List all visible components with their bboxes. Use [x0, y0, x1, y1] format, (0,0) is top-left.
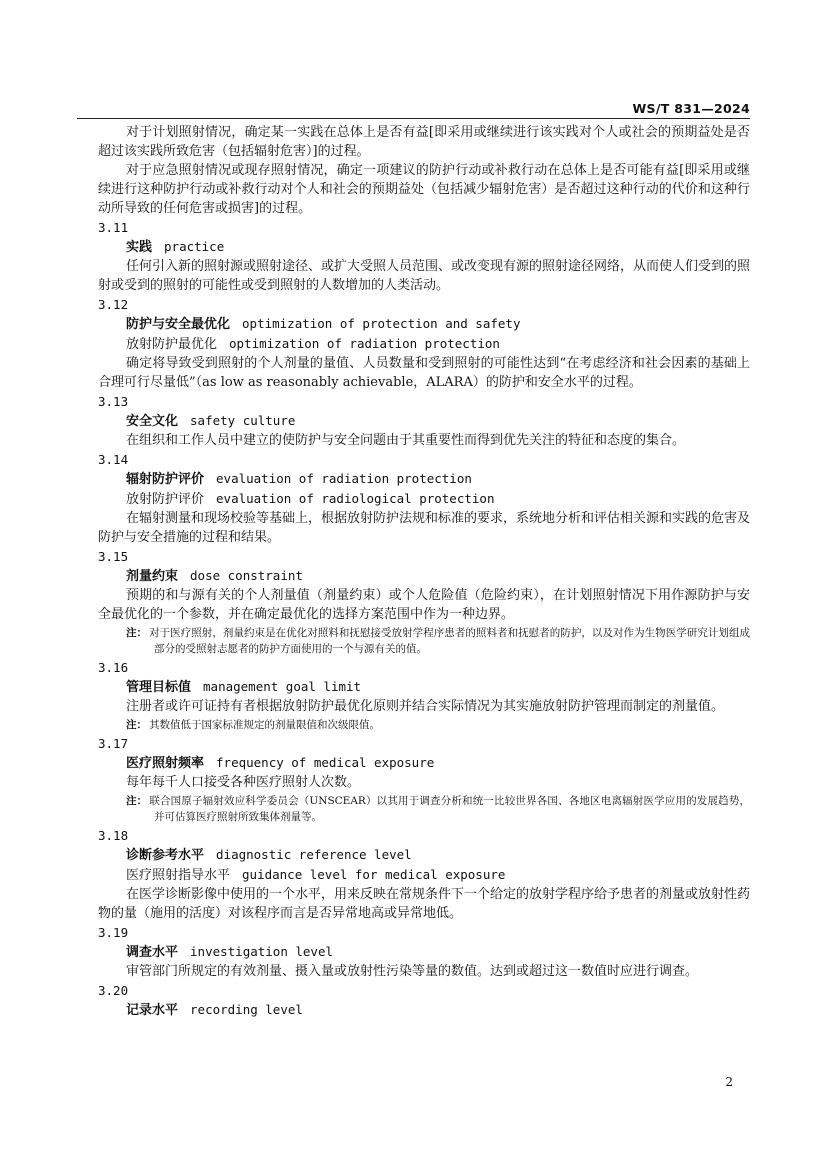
clause-number: 3.11	[98, 220, 129, 235]
paragraph: 确定将导致受到照射的个人剂量的量值、人员数量和受到照射的可能性达到“在考虑经济和社会因素的基础上合理可行尽量低”（as low as reasonably achievable，ALARA）的防护和安全水平的过程。	[98, 356, 750, 390]
term-english: dose constraint	[190, 568, 303, 583]
paragraph: 预期的和与源有关的个人剂量值（剂量约束）或个人危险值（危险约束），在计划照射情况下用作源防护与安全最优化的一个参数，并在确定最优化的选择方案范围中作为一种边界。	[98, 588, 750, 622]
term-english: safety culture	[190, 413, 296, 428]
note-text: 对于医疗照射，剂量约束是在优化对照料和抚慰接受放射学程序患者的照料者和抚慰者的防护，以及对作为生物医学研究计划组成部分的受照射志愿者的防护方面使用的一个与源有关的值。	[149, 627, 751, 655]
note	[98, 625, 750, 657]
clause-number: 3.20	[98, 983, 129, 998]
paragraph: 任何引入新的照射源或照射途径、或扩大受照人员范围、或改变现有源的照射途径网络，从而使人们受到的照射或受到的照射的可能性或受到照射的人数增加的人类活动。	[98, 259, 751, 293]
clause-number: 3.13	[98, 394, 129, 409]
term-heading	[98, 1000, 750, 1020]
paragraph: 审管部门所规定的有效剂量、摄入量或放射性污染等量的数值。达到或超过这一数值时应进行调查。	[126, 964, 699, 979]
note	[98, 717, 750, 733]
standard-code: WS/T 831—2024	[632, 101, 750, 116]
clause-number: 3.18	[98, 828, 129, 843]
note-label: 注：	[126, 627, 148, 639]
paragraph: 每年每千人口接受各种医疗照射人次数。	[126, 775, 361, 790]
paragraph: 对于应急照射情况或现存照射情况，确定一项建议的防护行动或补救行动在总体上是否可能有益[即采用或继续进行这种防护行动或补救行动对个人和社会的预期益处（包括减少辐射危害）是否超过这种行动的代价和这种行动所导致的任何危害或损害]的过程。	[98, 163, 750, 216]
alternative-term	[98, 865, 750, 885]
alt-term-english: evaluation of radiological protection	[216, 491, 495, 506]
term-chinese: 防护与安全最优化	[126, 317, 231, 332]
term-heading	[98, 411, 750, 431]
term-chinese: 记录水平	[126, 1003, 179, 1018]
term-english: practice	[164, 239, 225, 254]
term-english: evaluation of radiation protection	[216, 471, 472, 486]
term-english: frequency of medical exposure	[216, 755, 435, 770]
term-chinese: 诊断参考水平	[126, 848, 205, 863]
term-chinese: 安全文化	[126, 414, 179, 429]
paragraph: 在组织和工作人员中建立的使防护与安全问题由于其重要性而得到优先关注的特征和态度的集合。	[126, 433, 686, 448]
term-english: investigation level	[190, 944, 334, 959]
term-heading	[98, 314, 750, 334]
term-english: optimization of protection and safety	[242, 316, 521, 331]
header-divider	[77, 118, 750, 119]
alt-term-chinese: 医疗照射指导水平	[126, 868, 231, 883]
clause-number: 3.14	[98, 452, 129, 467]
term-chinese: 剂量约束	[126, 569, 179, 584]
note-text: 联合国原子辐射效应科学委员会（UNSCEAR）以其用于调查分析和统一比较世界各国、各地区电离辐射医学应用的发展趋势，并可估算医疗照射所致集体剂量等。	[149, 795, 750, 823]
term-english: diagnostic reference level	[216, 847, 412, 862]
clause-number: 3.19	[98, 925, 129, 940]
paragraph: 对于计划照射情况，确定某一实践在总体上是否有益[即采用或继续进行该实践对个人或社会的预期益处是否超过该实践所致危害（包括辐射危害）]的过程。	[98, 125, 750, 159]
term-chinese: 调查水平	[126, 945, 179, 960]
alternative-term	[98, 334, 750, 354]
paragraph: 在医学诊断影像中使用的一个水平，用来反映在常规条件下一个给定的放射学程序给予患者的剂量或放射性药物的量（施用的活度）对该程序而言是否异常地高或异常地低。	[98, 887, 751, 921]
clause-number: 3.15	[98, 549, 129, 564]
term-english: management goal limit	[203, 679, 362, 694]
alt-term-chinese: 放射防护最优化	[126, 337, 218, 352]
clause-number: 3.16	[98, 660, 129, 675]
term-heading	[98, 753, 750, 773]
alt-term-english: guidance level for medical exposure	[242, 867, 506, 882]
page-number: 2	[725, 1075, 733, 1089]
document-body	[98, 123, 750, 1020]
note-text: 其数值低于国家标准规定的剂量限值和次级限值。	[149, 719, 380, 731]
note-label: 注：	[126, 719, 147, 731]
term-heading	[98, 845, 750, 865]
term-heading	[98, 237, 750, 257]
term-chinese: 管理目标值	[126, 680, 192, 695]
term-heading	[98, 469, 750, 489]
paragraph: 注册者或许可证持有者根据放射防护最优化原则并结合实际情况为其实施放射防护管理而制定的剂量值。	[126, 699, 725, 714]
clause-number: 3.17	[98, 736, 129, 751]
term-chinese: 辐射防护评价	[126, 472, 205, 487]
paragraph: 在辐射测量和现场校验等基础上，根据放射防护法规和标准的要求，系统地分析和评估相关源和实践的危害及防护与安全措施的过程和结果。	[98, 511, 751, 545]
term-chinese: 医疗照射频率	[126, 756, 205, 771]
term-heading	[98, 677, 750, 697]
note-label: 注：	[126, 795, 148, 807]
term-english: recording level	[190, 1002, 303, 1017]
alt-term-chinese: 放射防护评价	[126, 492, 205, 507]
alternative-term	[98, 489, 750, 509]
term-heading	[98, 942, 750, 962]
note	[98, 793, 750, 825]
alt-term-english: optimization of radiation protection	[229, 336, 500, 351]
term-chinese: 实践	[126, 240, 153, 255]
term-heading	[98, 566, 750, 586]
clause-number: 3.12	[98, 297, 129, 312]
